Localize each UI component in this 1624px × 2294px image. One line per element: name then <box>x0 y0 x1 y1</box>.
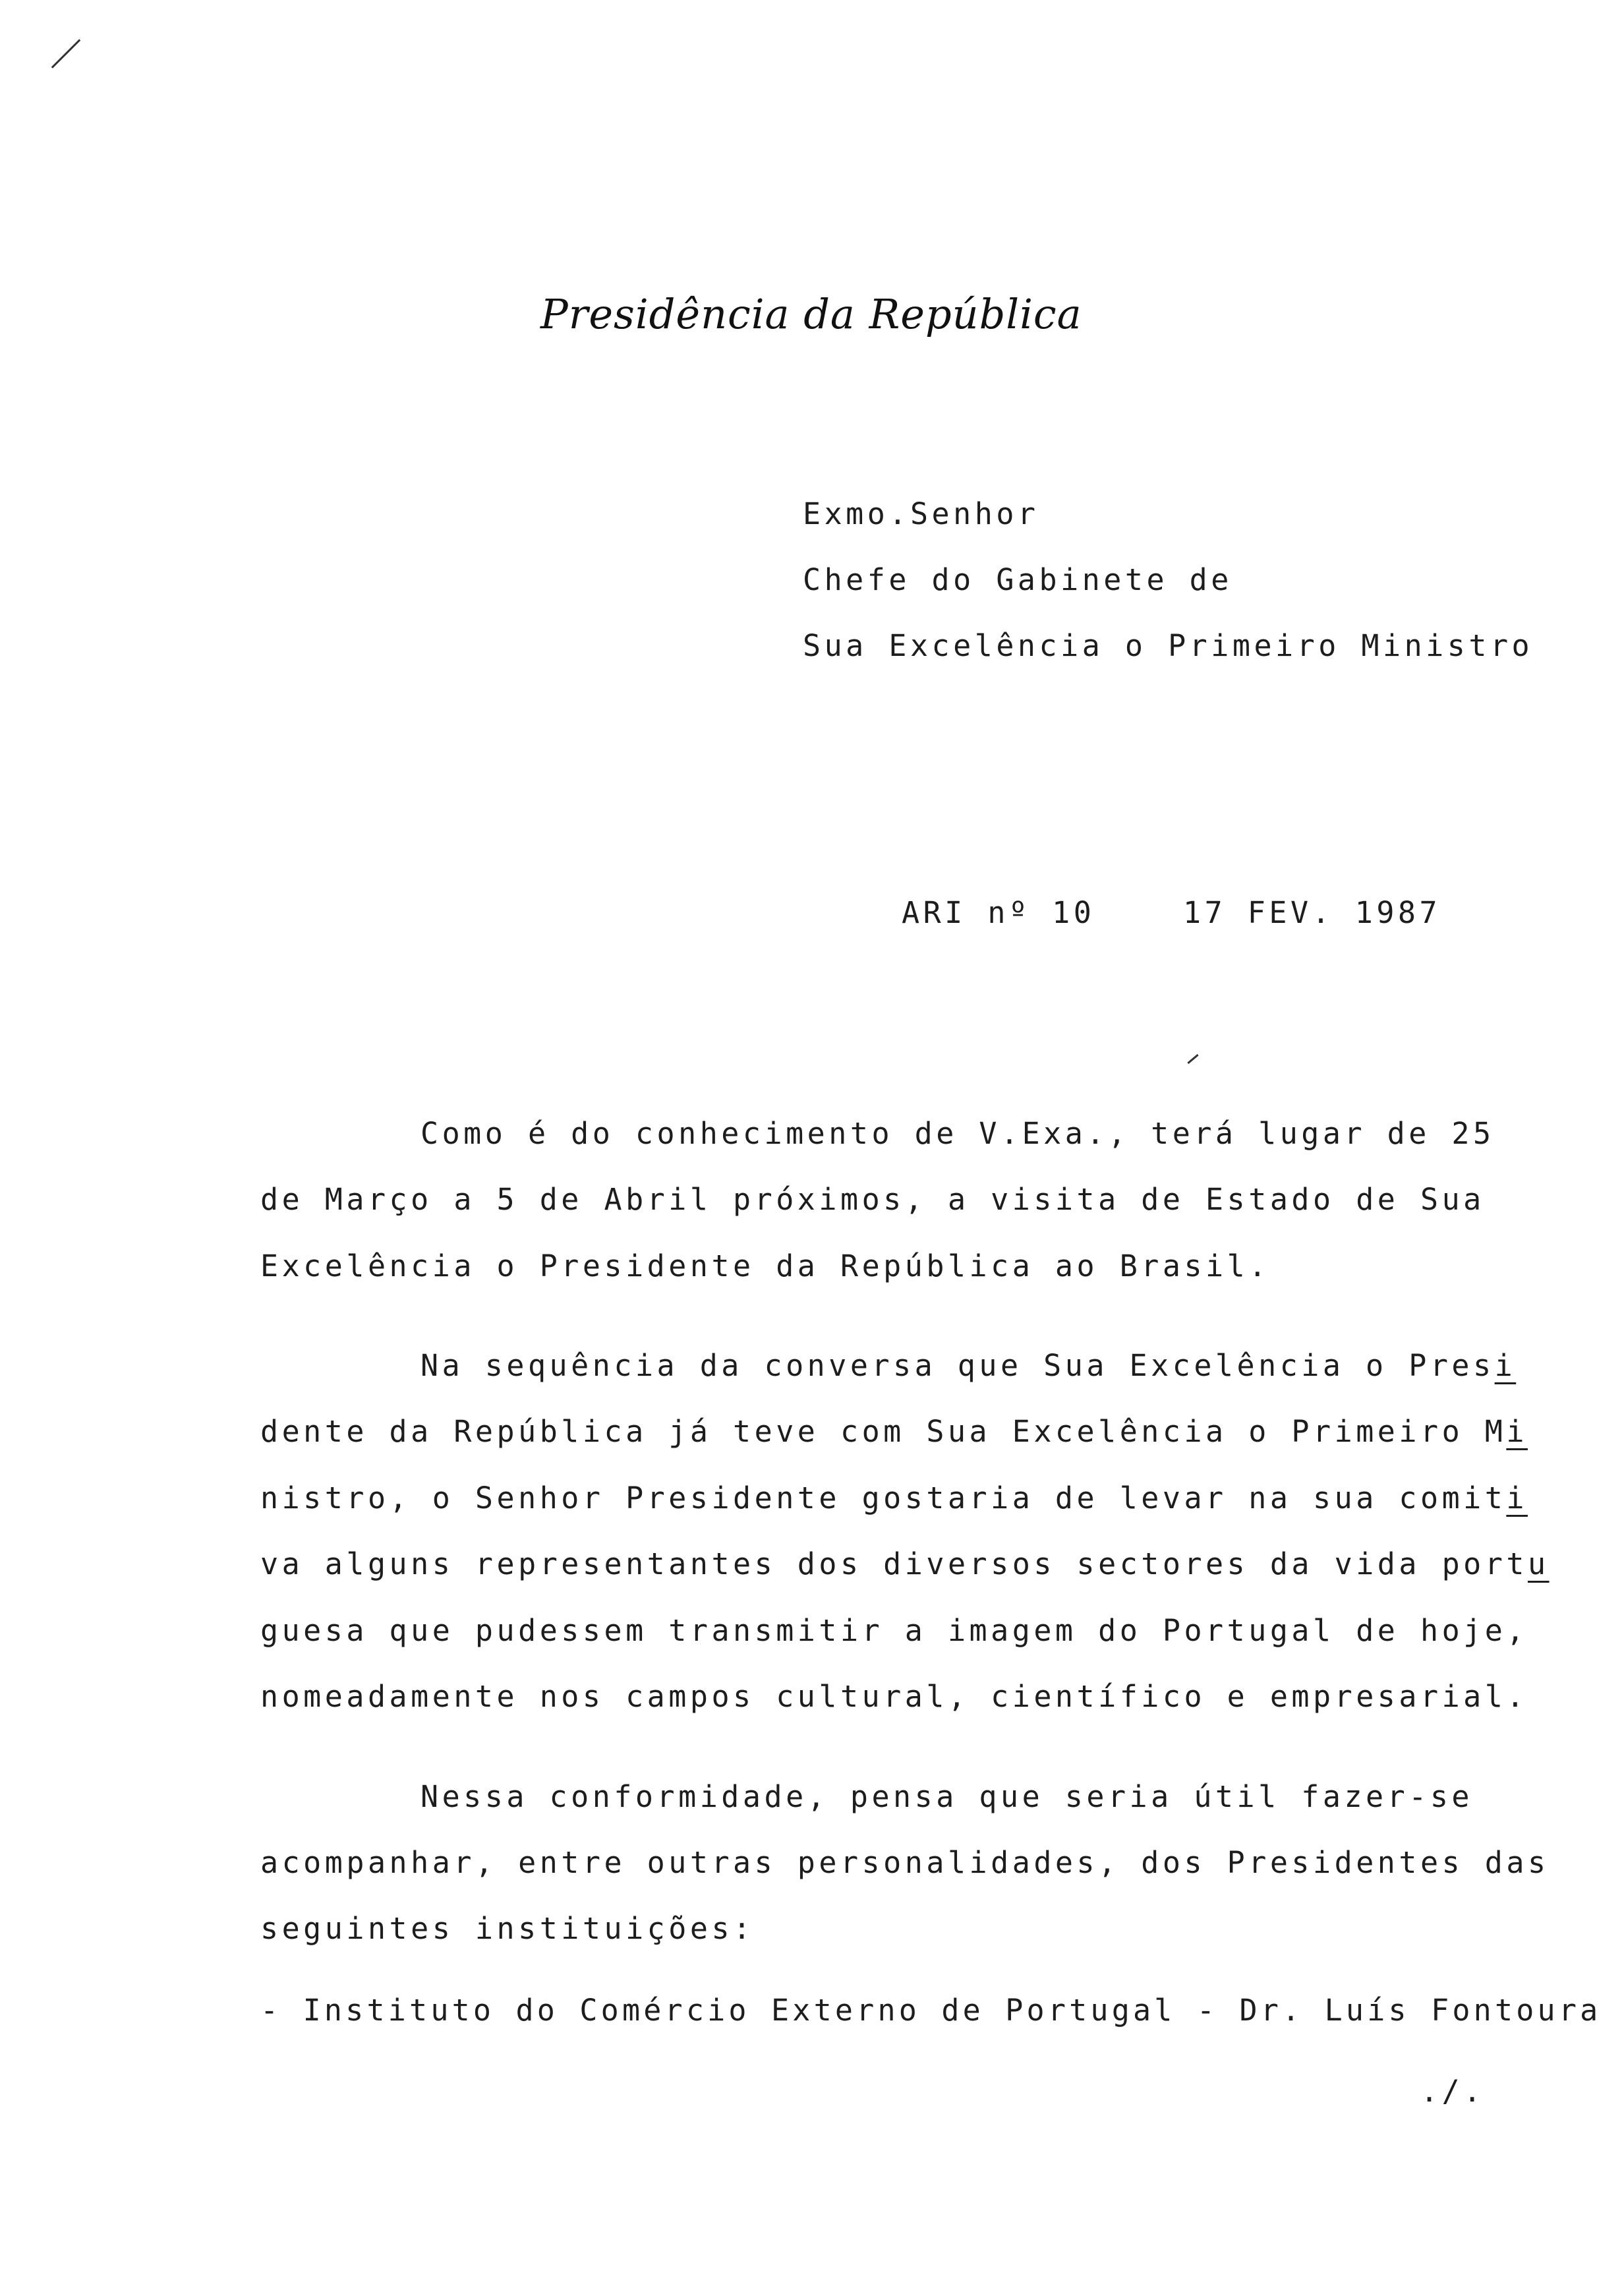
paragraph-2-line-3 <box>260 1483 1528 1513</box>
line-text: Na sequência da conversa que Sua Excelência o Pres <box>420 1348 1495 1383</box>
syllable-break: i <box>1506 1481 1528 1515</box>
scan-mark <box>51 39 81 69</box>
paragraph-2-line-2 <box>260 1414 1528 1449</box>
syllable-break: i <box>1494 1348 1517 1383</box>
paragraph-1-line-2: de Março a 5 de Abril próximos, a visita de Estado de Sua <box>260 1182 1485 1217</box>
paragraph-1-line-1: Como é do conhecimento de V.Exa., terá lugar de 25 <box>420 1116 1495 1151</box>
recipient-line-1: Exmo.Senhor <box>803 496 1039 531</box>
paragraph-1-line-3: Excelência o Presidente da República ao Brasil. <box>260 1249 1270 1283</box>
line-text: nistro, o Senhor Presidente gostaria de levar na sua comit <box>260 1481 1507 1515</box>
recipient-line-2: Chefe do Gabinete de <box>803 562 1232 597</box>
recipient-line-3: Sua Excelência o Primeiro Ministro <box>803 628 1534 663</box>
paragraph-2-line-6: nomeadamente nos campos cultural, científico e empresarial. <box>260 1679 1528 1714</box>
continuation-mark: ./. <box>1420 2074 1485 2109</box>
scan-mark <box>1187 1054 1198 1064</box>
paragraph-2-line-4 <box>260 1546 1550 1581</box>
paragraph-3-line-1: Nessa conformidade, pensa que seria útil fazer-se <box>420 1779 1474 1814</box>
paragraph-3-line-3: seguintes instituições: <box>260 1911 755 1946</box>
paragraph-2-line-1 <box>420 1348 1517 1383</box>
syllable-break: i <box>1506 1414 1528 1449</box>
line-text: dente da República já teve com Sua Excelência o Primeiro M <box>260 1414 1507 1449</box>
paragraph-2-line-5: guesa que pudessem transmitir a imagem do Portugal de hoje, <box>260 1613 1528 1648</box>
list-item: - Instituto do Comércio Externo de Portugal - Dr. Luís Fontoura <box>260 1993 1602 2028</box>
letterhead: Presidência da República <box>540 290 1082 338</box>
syllable-break: u <box>1527 1546 1550 1581</box>
reference-date: 17 FEV. 1987 <box>1183 895 1441 930</box>
line-text: va alguns representantes dos diversos sectores da vida port <box>260 1546 1528 1581</box>
reference-number: ARI nº 10 <box>902 895 1095 930</box>
paragraph-3-line-2: acompanhar, entre outras personalidades, dos Presidentes das <box>260 1845 1550 1880</box>
